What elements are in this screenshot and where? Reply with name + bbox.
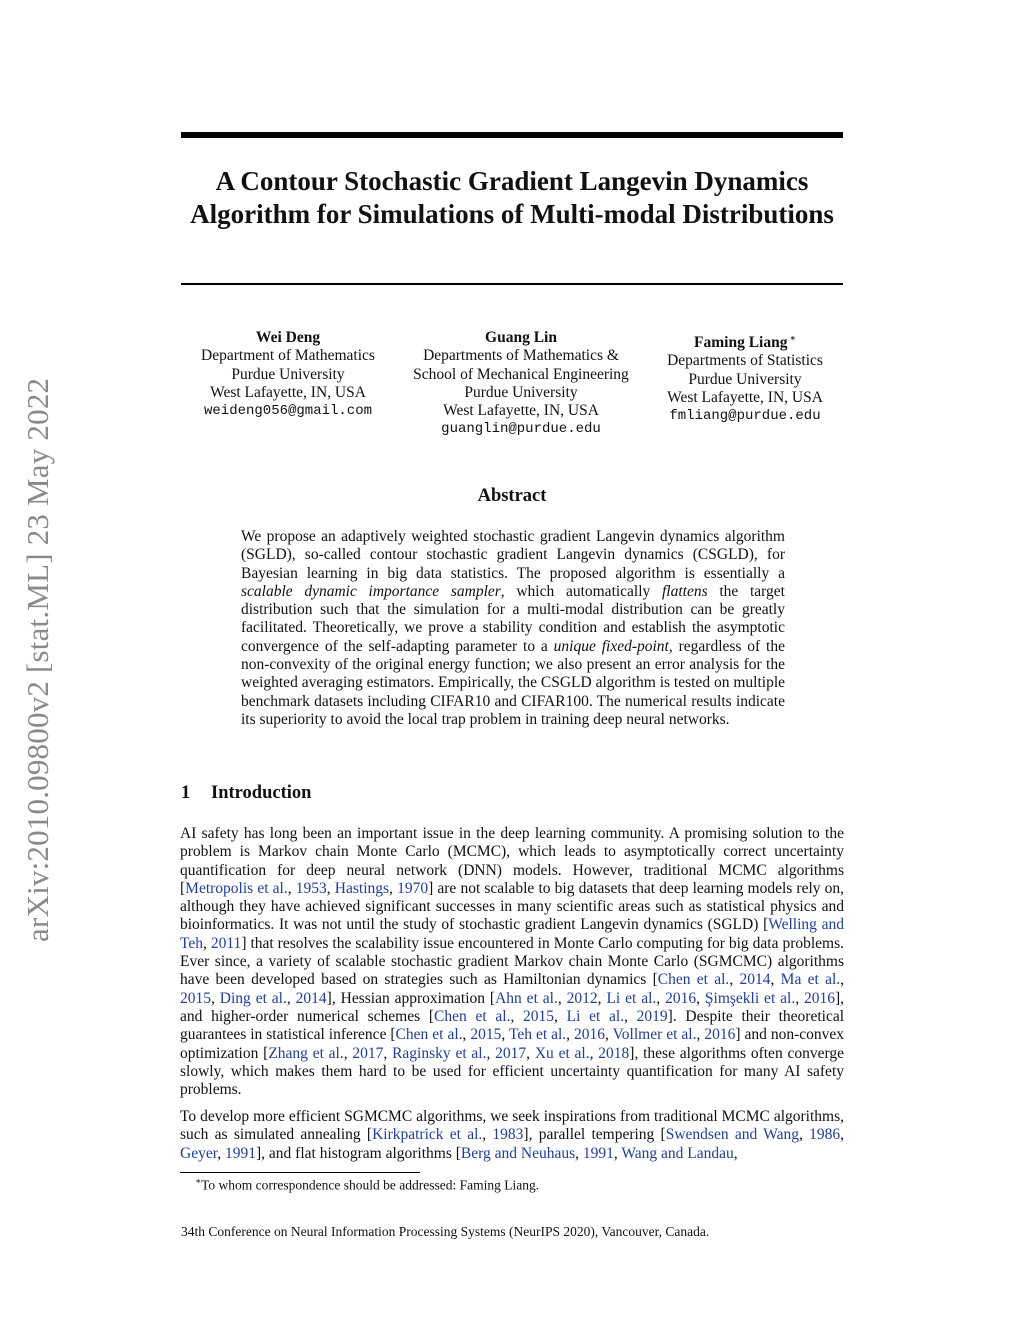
citation-link[interactable]: Şimşekli et al. [704,989,796,1007]
citation-link[interactable]: 2018 [598,1044,630,1062]
citation-link[interactable]: Xu et al. [534,1044,590,1062]
author-block [655,329,835,426]
citation-link[interactable]: 1991 [225,1144,256,1162]
citation-link[interactable]: 1970 [397,879,429,897]
citation-link[interactable]: Vollmer et al. [612,1026,697,1044]
author-name: Guang Lin [485,329,557,346]
author-block [396,329,646,439]
citation-link[interactable]: Welling and Teh [180,916,844,952]
author-affiliation: Department of Mathematics [201,347,375,365]
citation-link[interactable]: 2015 [523,1007,555,1025]
emphasis: unique fixed-point [553,637,669,655]
citation-link[interactable]: 2011 [210,934,242,952]
citation-link[interactable]: Hastings [334,879,390,897]
citation-link[interactable]: 2016 [804,989,836,1007]
citation-link[interactable]: 1983 [492,1126,524,1144]
citation-link[interactable]: 2012 [566,989,598,1007]
section-number: 1 [181,783,191,803]
footnote-text: To whom correspondence should be addressed: Faming Liang. [201,1177,540,1193]
author-name: Faming Liang ∗ [694,333,796,352]
author-affiliation: West Lafayette, IN, USA [210,383,366,401]
intro-paragraph-1: AI safety has long been an important issue in the deep learning community. A promising solution to the problem is Markov chain Monte Carlo (MCMC), which leads to asymptotically correct uncertainty quantification for deep neural network (DNN) models. However, traditional MCMC algorithms [Metropolis et al., 1953, Hastings, 1970] are not scalable to big datasets that deep learning models rely on, although they have achieved significant successes in many scientific areas such as statistical physics and bioinformatics. It was not until the study of stochastic gradient Langevin dynamics (SGLD) [Welling and Teh, 2011] that resolves the scalability issue encountered in Monte Carlo computing for big data problems. Ever since, a variety of scalable stochastic gradient Markov chain Monte Carlo (SGMCMC) algorithms have been developed based on strategies such as Hamiltonian dynamics [Chen et al., 2014, Ma et al., 2015, Ding et al., 2014], Hessian approximation [Ahn et al., 2012, Li et al., 2016, Şimşekli et al., 2016], and higher-order numerical schemes [Chen et al., 2015, Li et al., 2019]. Despite their theoretical guarantees in statistical inference [Chen et al., 2015, Teh et al., 2016, Vollmer et al., 2016] and non-convex optimization [Zhang et al., 2017, Raginsky et al., 2017, Xu et al., 2018], these algorithms often converge slowly, which makes them hard to be used for efficient uncertainty quantification for many AI safety problems. [180,825,845,1099]
citation-link[interactable]: 1986 [809,1126,841,1144]
footnote-mark: ∗ [195,1176,202,1186]
citation-link[interactable]: Li et al. [566,1007,625,1025]
intro-paragraph-2: To develop more efficient SGMCMC algorithms, we seek inspirations from traditional MCMC algorithms, such as simulated annealing [Kirkpatrick et al., 1983], parallel tempering [Swendsen and Wang, 1986, Geyer, 1991], and flat histogram algorithms [Berg and Neuhaus, 1991, Wang and Landau, [180,1108,844,1162]
author-footnote-mark: ∗ [787,333,796,343]
citation-link[interactable]: Zhang et al. [268,1044,344,1062]
citation-link[interactable]: Kirkpatrick et al. [372,1126,483,1144]
citation-link[interactable]: Metropolis et al. [185,879,288,897]
citation-link[interactable]: 2016 [574,1026,606,1044]
author-affiliation: Departments of Statistics [667,352,823,370]
citation-link[interactable]: Ahn et al. [495,989,558,1007]
citation-link[interactable]: 2017 [352,1044,384,1062]
author-affiliation: Purdue University [688,370,802,388]
title-top-rule [181,132,843,138]
citation-link[interactable]: 2019 [636,1007,668,1025]
abstract-text: We propose an adaptively weighted stochastic gradient Langevin dynamics algorithm (SGLD), so-called contour stochastic gradient Langevin dynamics (CSGLD), for Bayesian learning in big data statistics. The proposed algorithm is essentially a scalable dynamic importance sampler, which automatically flattens the target distribution such that the simulation for a multi-modal distribution can be greatly facilitated. Theoretically, we prove a stability condition and establish the asymptotic convergence of the self-adapting parameter to a unique fixed-point, regardless of the non-convexity of the original energy function; we also present an error analysis for the weighted averaging estimators. Empirically, the CSGLD algorithm is tested on multiple benchmark datasets including CIFAR10 and CIFAR100. The numerical results indicate its superiority to avoid the local trap problem in training deep neural networks. [241,528,785,728]
citation-link[interactable]: 2015 [470,1026,502,1044]
footnote [195,1176,539,1194]
citation-link[interactable]: Geyer [180,1144,218,1162]
arxiv-stamp: arXiv:2010.09800v2 [stat.ML] 23 May 2022 [20,377,55,942]
citation-link[interactable]: Berg and Neuhaus [460,1144,576,1162]
citation-link[interactable]: Wang and Landau [621,1144,734,1162]
citation-link[interactable]: 1991 [582,1144,614,1162]
citation-link[interactable]: Chen et al. [395,1026,463,1044]
author-affiliation: Purdue University [464,383,578,401]
citation-link[interactable]: 2016 [704,1026,736,1044]
author-name: Wei Deng [255,329,321,346]
author-affiliation: Departments of Mathematics & [423,347,619,365]
author-affiliation: School of Mechanical Engineering [413,365,629,383]
citation-link[interactable]: Swendsen and Wang [665,1126,799,1144]
citation-link[interactable]: Ma et al. [780,971,841,989]
footnote-rule [180,1172,420,1173]
author-block [188,329,388,420]
citation-link[interactable]: Chen et al. [657,971,730,989]
author-affiliation: West Lafayette, IN, USA [667,389,823,407]
author-email: guanglin@purdue.edu [441,421,601,438]
author-affiliation: West Lafayette, IN, USA [443,402,599,420]
citation-link[interactable]: 2017 [495,1044,527,1062]
section-title: Introduction [211,783,312,803]
citation-link[interactable]: 2014 [739,971,771,989]
citation-link[interactable]: 2015 [180,989,211,1007]
citation-link[interactable]: Li et al. [606,989,657,1007]
citation-link[interactable]: Teh et al. [508,1026,567,1044]
author-affiliation: Purdue University [231,365,345,383]
abstract-heading: Abstract [477,486,547,506]
author-email: weideng056@gmail.com [203,403,373,420]
emphasis: flattens [662,582,708,600]
citation-link[interactable]: 1953 [295,879,327,897]
emphasis: scalable dynamic importance sampler [241,582,501,600]
citation-link[interactable]: Raginsky et al. [392,1044,487,1062]
paper-title: A Contour Stochastic Gradient Langevin Dynamics Algorithm for Simulations of Multi-modal Distributions [190,166,834,229]
citation-link[interactable]: 2014 [295,989,327,1007]
section-heading [181,783,311,804]
citation-link[interactable]: 2016 [665,989,697,1007]
conference-note: 34th Conference on Neural Information Processing Systems (NeurIPS 2020), Vancouver, Canada. [181,1224,710,1239]
title-bottom-rule [181,283,843,285]
author-email: fmliang@purdue.edu [669,408,821,425]
citation-link[interactable]: Ding et al. [219,989,287,1007]
citation-link[interactable]: Chen et al. [434,1007,511,1025]
